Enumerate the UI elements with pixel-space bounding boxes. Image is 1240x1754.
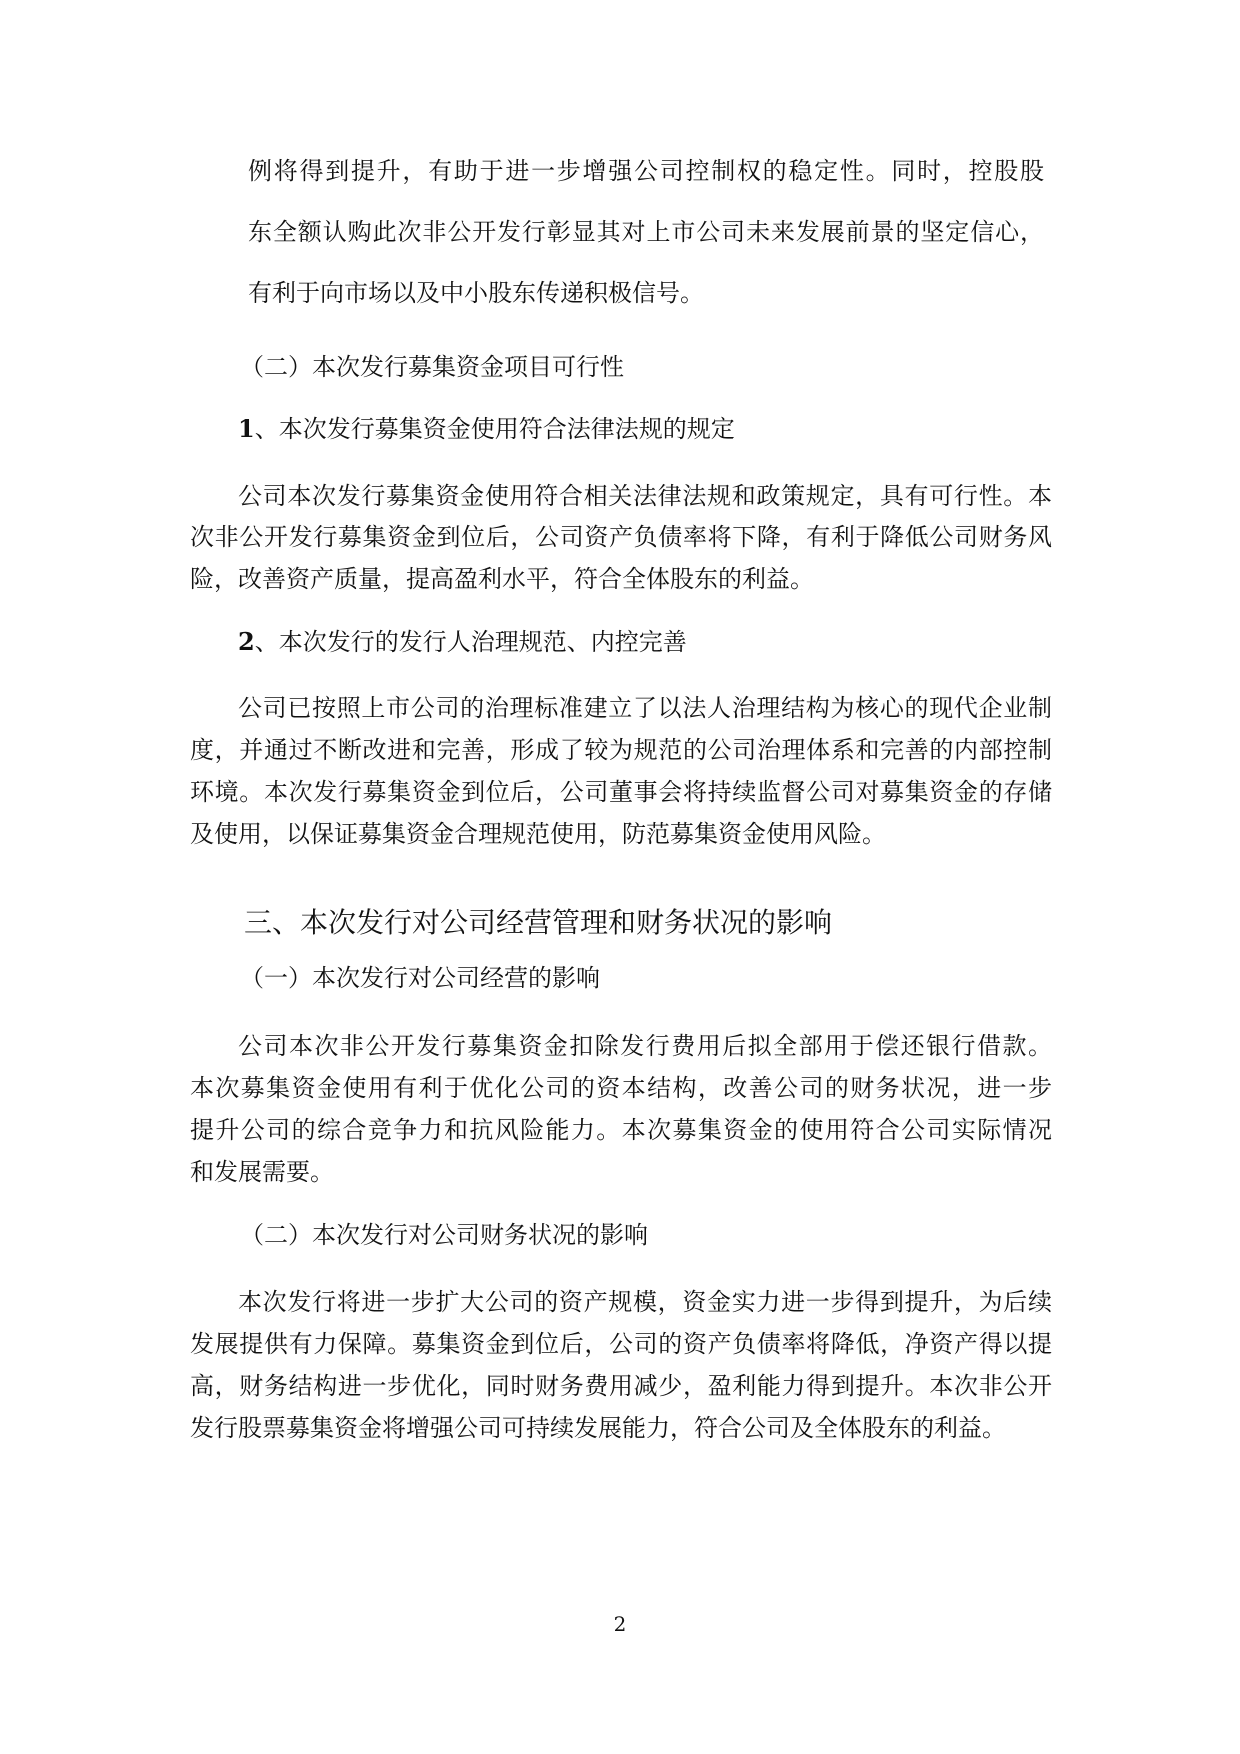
paragraph-line: 有利于向市场以及中小股东传递积极信号。 [248, 279, 704, 307]
paragraph-line: 次非公开发行募集资金到位后，公司资产负债率将下降，有利于降低公司财务风 [190, 523, 1052, 551]
paragraph-line: 险，改善资产质量，提高盈利水平，符合全体股东的利益。 [190, 565, 814, 593]
item-number: 2 [238, 627, 255, 656]
paragraph-line: 及使用，以保证募集资金合理规范使用，防范募集资金使用风险。 [190, 820, 886, 848]
item-heading-1 [238, 414, 735, 444]
item-title: 、本次发行的发行人治理规范、内控完善 [254, 628, 687, 656]
paragraph-line: 度，并通过不断改进和完善，形成了较为规范的公司治理体系和完善的内部控制 [190, 736, 1052, 764]
paragraph-line: 和发展需要。 [190, 1158, 334, 1186]
paragraph-line: 本次募集资金使用有利于优化公司的资本结构，改善公司的财务状况，进一步 [190, 1074, 1052, 1102]
item-heading-2 [238, 627, 687, 657]
paragraph-line: 例将得到提升，有助于进一步增强公司控制权的稳定性。同时，控股股 [248, 157, 1044, 185]
section-heading-three: 三、本次发行对公司经营管理和财务状况的影响 [244, 906, 833, 939]
paragraph-line: 公司本次发行募集资金使用符合相关法律法规和政策规定，具有可行性。本 [238, 482, 1052, 510]
paragraph-line: 环境。本次发行募集资金到位后，公司董事会将持续监督公司对募集资金的存储 [190, 778, 1052, 806]
subsection-heading-operations: （一）本次发行对公司经营的影响 [240, 964, 600, 992]
paragraph-line: 高，财务结构进一步优化，同时财务费用减少，盈利能力得到提升。本次非公开 [190, 1372, 1052, 1400]
paragraph-line: 发行股票募集资金将增强公司可持续发展能力，符合公司及全体股东的利益。 [190, 1414, 1006, 1442]
paragraph-line: 东全额认购此次非公开发行彰显其对上市公司未来发展前景的坚定信心， [248, 218, 1044, 246]
paragraph-line: 提升公司的综合竞争力和抗风险能力。本次募集资金的使用符合公司实际情况 [190, 1116, 1052, 1144]
paragraph-line: 公司已按照上市公司的治理标准建立了以法人治理结构为核心的现代企业制 [238, 694, 1052, 722]
subsection-heading-finance: （二）本次发行对公司财务状况的影响 [240, 1221, 648, 1249]
paragraph-line: 发展提供有力保障。募集资金到位后，公司的资产负债率将降低，净资产得以提 [190, 1330, 1052, 1358]
page-number: 2 [613, 1612, 627, 1636]
item-number: 1 [238, 414, 255, 443]
paragraph-line: 公司本次非公开发行募集资金扣除发行费用后拟全部用于偿还银行借款。 [238, 1032, 1052, 1060]
paragraph-line: 本次发行将进一步扩大公司的资产规模，资金实力进一步得到提升，为后续 [238, 1288, 1052, 1316]
subsection-heading-feasibility: （二）本次发行募集资金项目可行性 [240, 353, 624, 381]
item-title: 、本次发行募集资金使用符合法律法规的规定 [254, 415, 735, 443]
